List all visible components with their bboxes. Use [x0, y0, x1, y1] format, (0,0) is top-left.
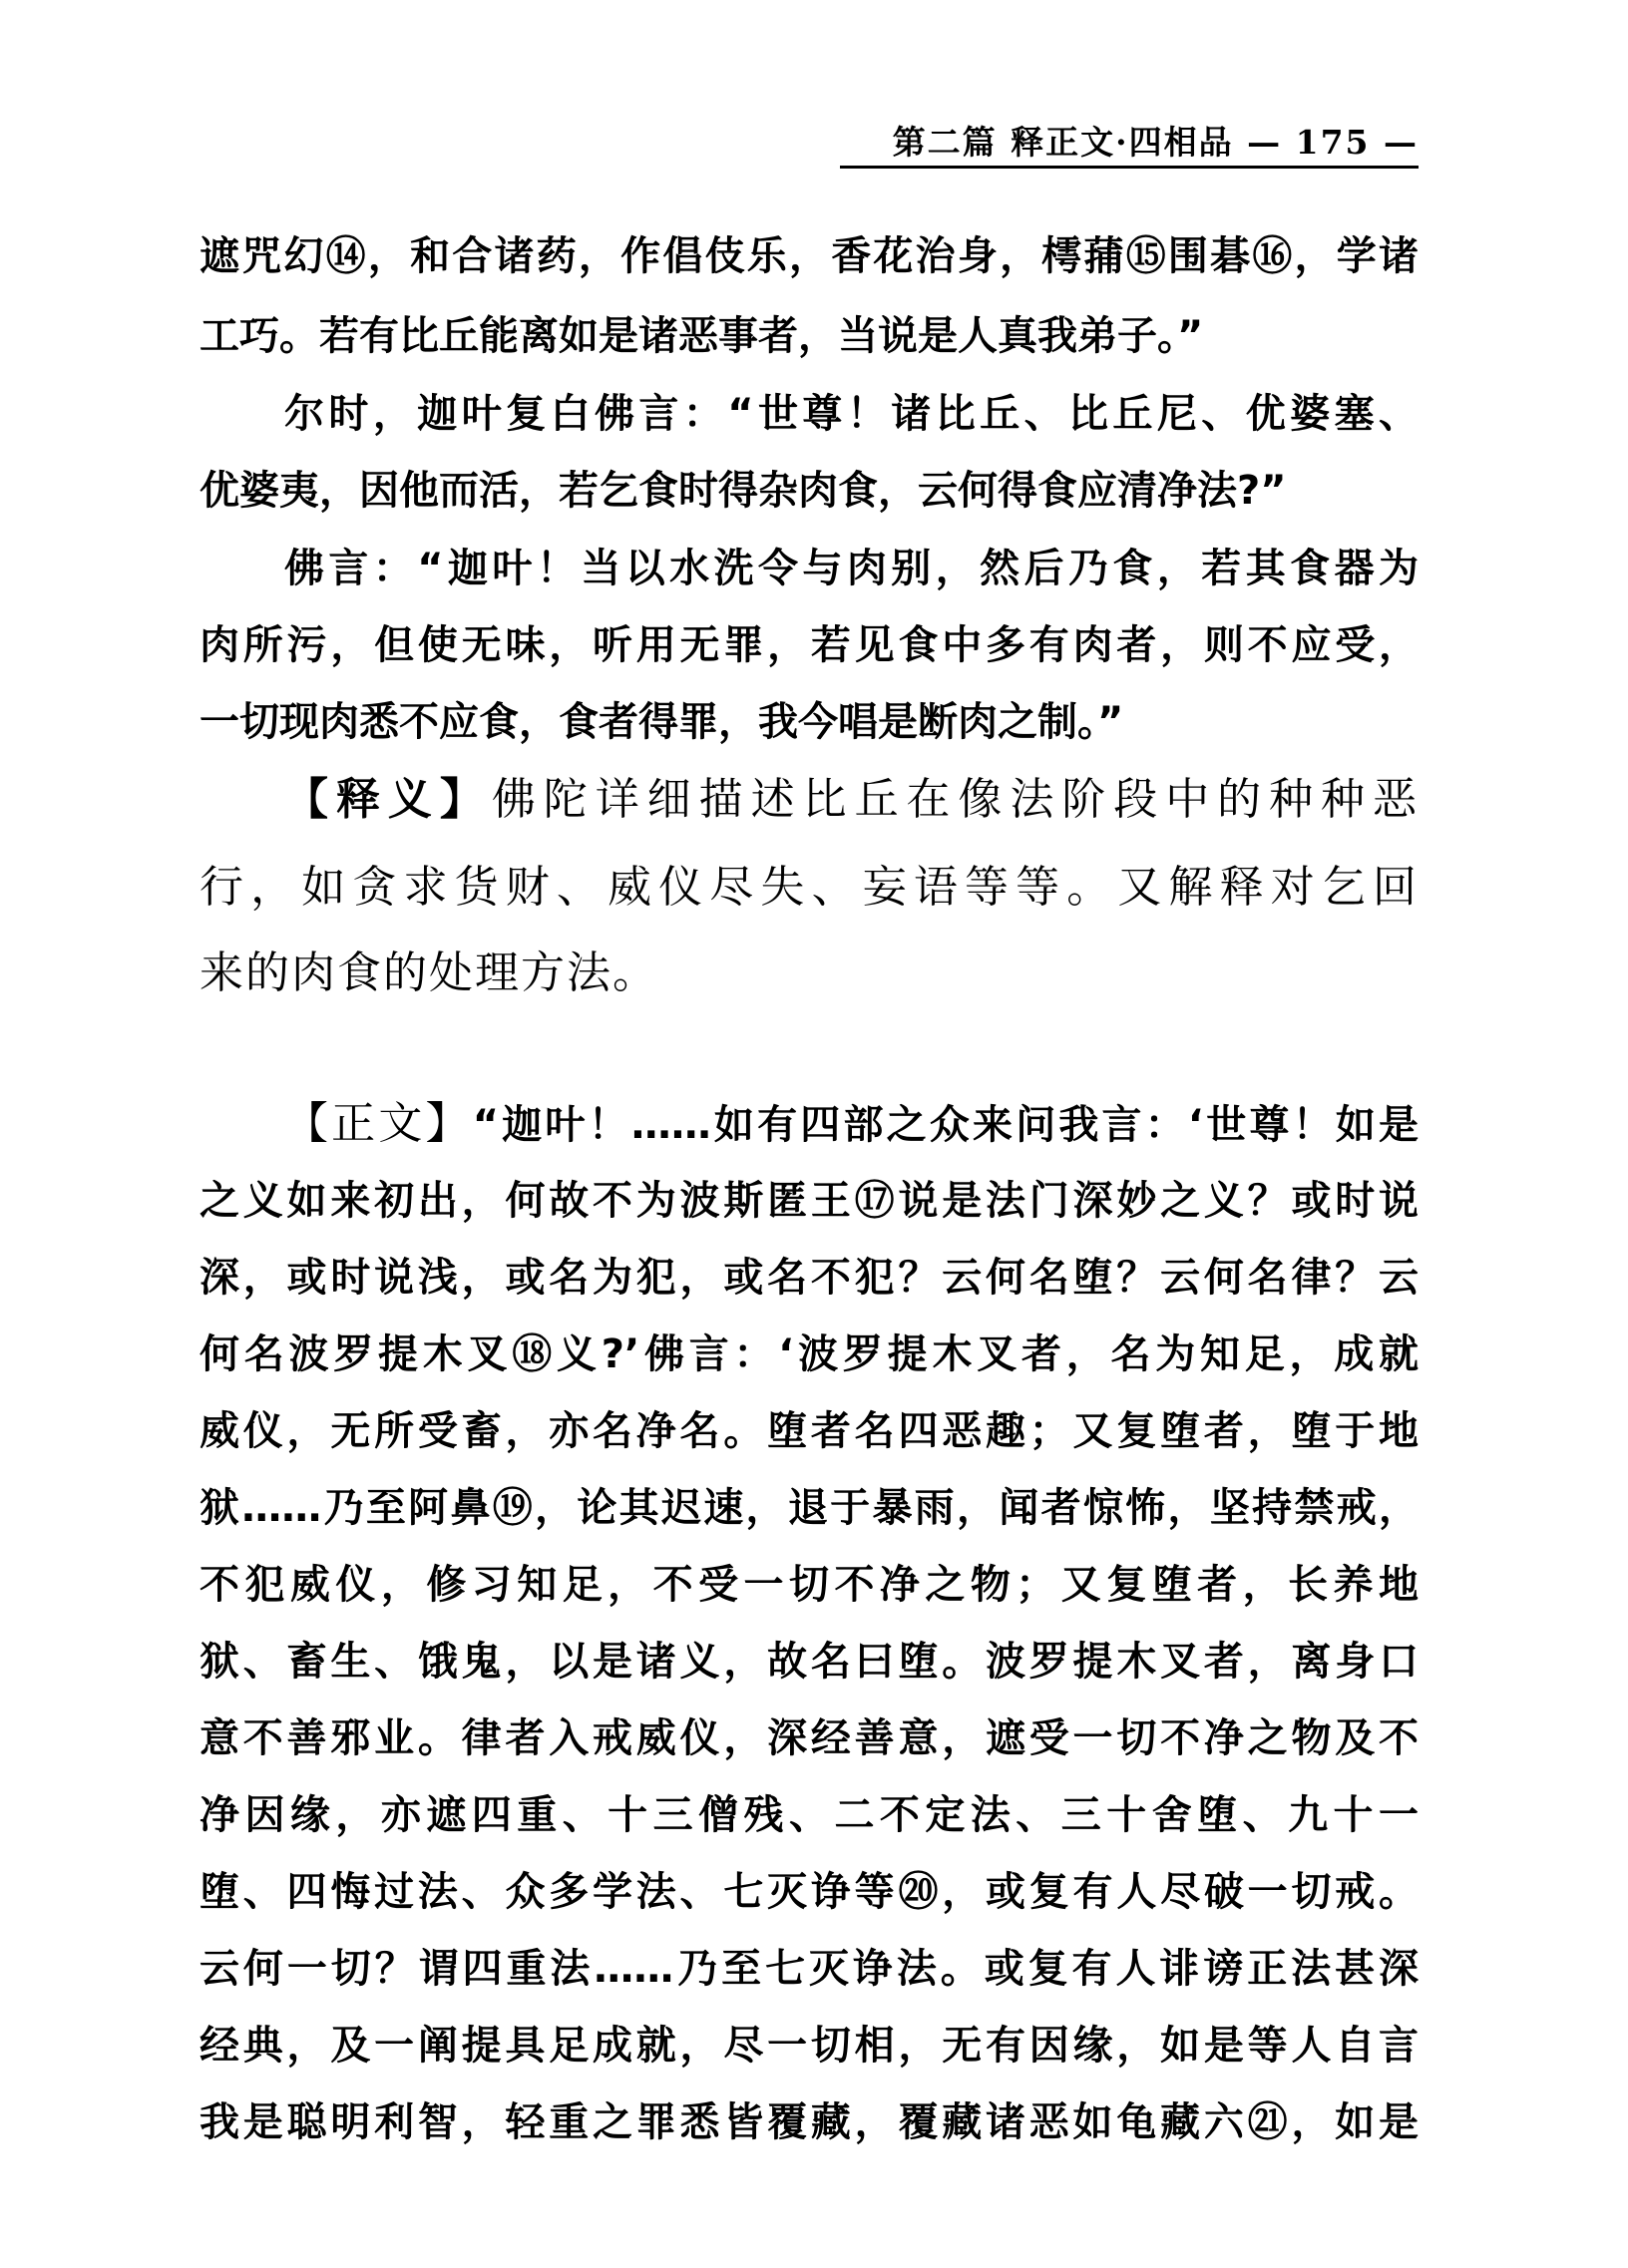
- text-line: 行，如贪求货财、威仪尽失、妄语等等。又解释对乞回: [200, 862, 1419, 913]
- running-header: 第二篇 释正文·四相品 — 175 —: [892, 123, 1419, 162]
- text-line: 威仪，无所受畜，亦名净名。堕者名四恶趣；又复堕者，堕于地: [200, 1408, 1419, 1454]
- main-text-first-line: [284, 1094, 1419, 1154]
- text-line: 何名波罗提木叉⑱义?’佛言：‘波罗提木叉者，名为知足，成就: [200, 1331, 1419, 1377]
- text-line: 工巧。若有比丘能离如是诸恶事者，当说是人真我弟子。”: [200, 313, 1204, 359]
- text-line: 一切现肉悉不应食，食者得罪，我今唱是断肉之制。”: [200, 699, 1124, 745]
- text-line: 我是聪明利智，轻重之罪悉皆覆藏，覆藏诸恶如龟藏六㉑，如是: [200, 2099, 1419, 2145]
- text-line: 来的肉食的处理方法。: [200, 947, 658, 998]
- header-rule: [840, 166, 1419, 169]
- text-line: 遮咒幻⑭，和合诸药，作倡伎乐，香花治身，樗蒱⑮围碁⑯，学诸: [200, 233, 1419, 279]
- text-line: 佛言：“迦叶！当以水洗令与肉别，然后乃食，若其食器为: [284, 546, 1419, 591]
- text-line: 狱、畜生、饿鬼，以是诸义，故名曰堕。波罗提木叉者，离身口: [200, 1639, 1419, 1685]
- main-text-label: 【正文】: [284, 1098, 473, 1149]
- text-line: 狱……乃至阿鼻⑲，论其迟速，退于暴雨，闻者惊怖，坚持禁戒，: [200, 1485, 1419, 1531]
- explanation-label: 【释义】: [284, 774, 492, 825]
- text-line: 云何一切？谓四重法……乃至七灭诤法。或复有人诽谤正法甚深: [200, 1946, 1419, 1992]
- text-line: 优婆夷，因他而活，若乞食时得杂肉食，云何得食应清净法?”: [200, 468, 1287, 514]
- text-line: 堕、四悔过法、众多学法、七灭诤等⑳，或复有人尽破一切戒。: [200, 1869, 1419, 1915]
- text-line: 净因缘，亦遮四重、十三僧残、二不定法、三十舍堕、九十一: [200, 1792, 1419, 1838]
- text-line: 经典，及一阐提具足成就，尽一切相，无有因缘，如是等人自言: [200, 2023, 1419, 2069]
- main-text-opening: “迦叶！……如有四部之众来问我言：‘世尊！如是: [472, 1102, 1419, 1148]
- explanation-first-line: [284, 770, 1419, 830]
- text-line: 之义如来初出，何故不为波斯匿王⑰说是法门深妙之义？或时说: [200, 1178, 1419, 1224]
- text-line: 意不善邪业。律者入戒威仪，深经善意，遮受一切不净之物及不: [200, 1715, 1419, 1761]
- text-line: 肉所污，但使无味，听用无罪，若见食中多有肉者，则不应受，: [200, 622, 1419, 668]
- text-line: 不犯威仪，修习知足，不受一切不净之物；又复堕者，长养地: [200, 1562, 1419, 1608]
- explanation-text: 佛陀详细描述比丘在像法阶段中的种种恶: [491, 774, 1419, 825]
- text-line: 尔时，迦叶复白佛言：“世尊！诸比丘、比丘尼、优婆塞、: [284, 391, 1419, 437]
- text-line: 深，或时说浅，或名为犯，或名不犯？云何名堕？云何名律？云: [200, 1255, 1419, 1301]
